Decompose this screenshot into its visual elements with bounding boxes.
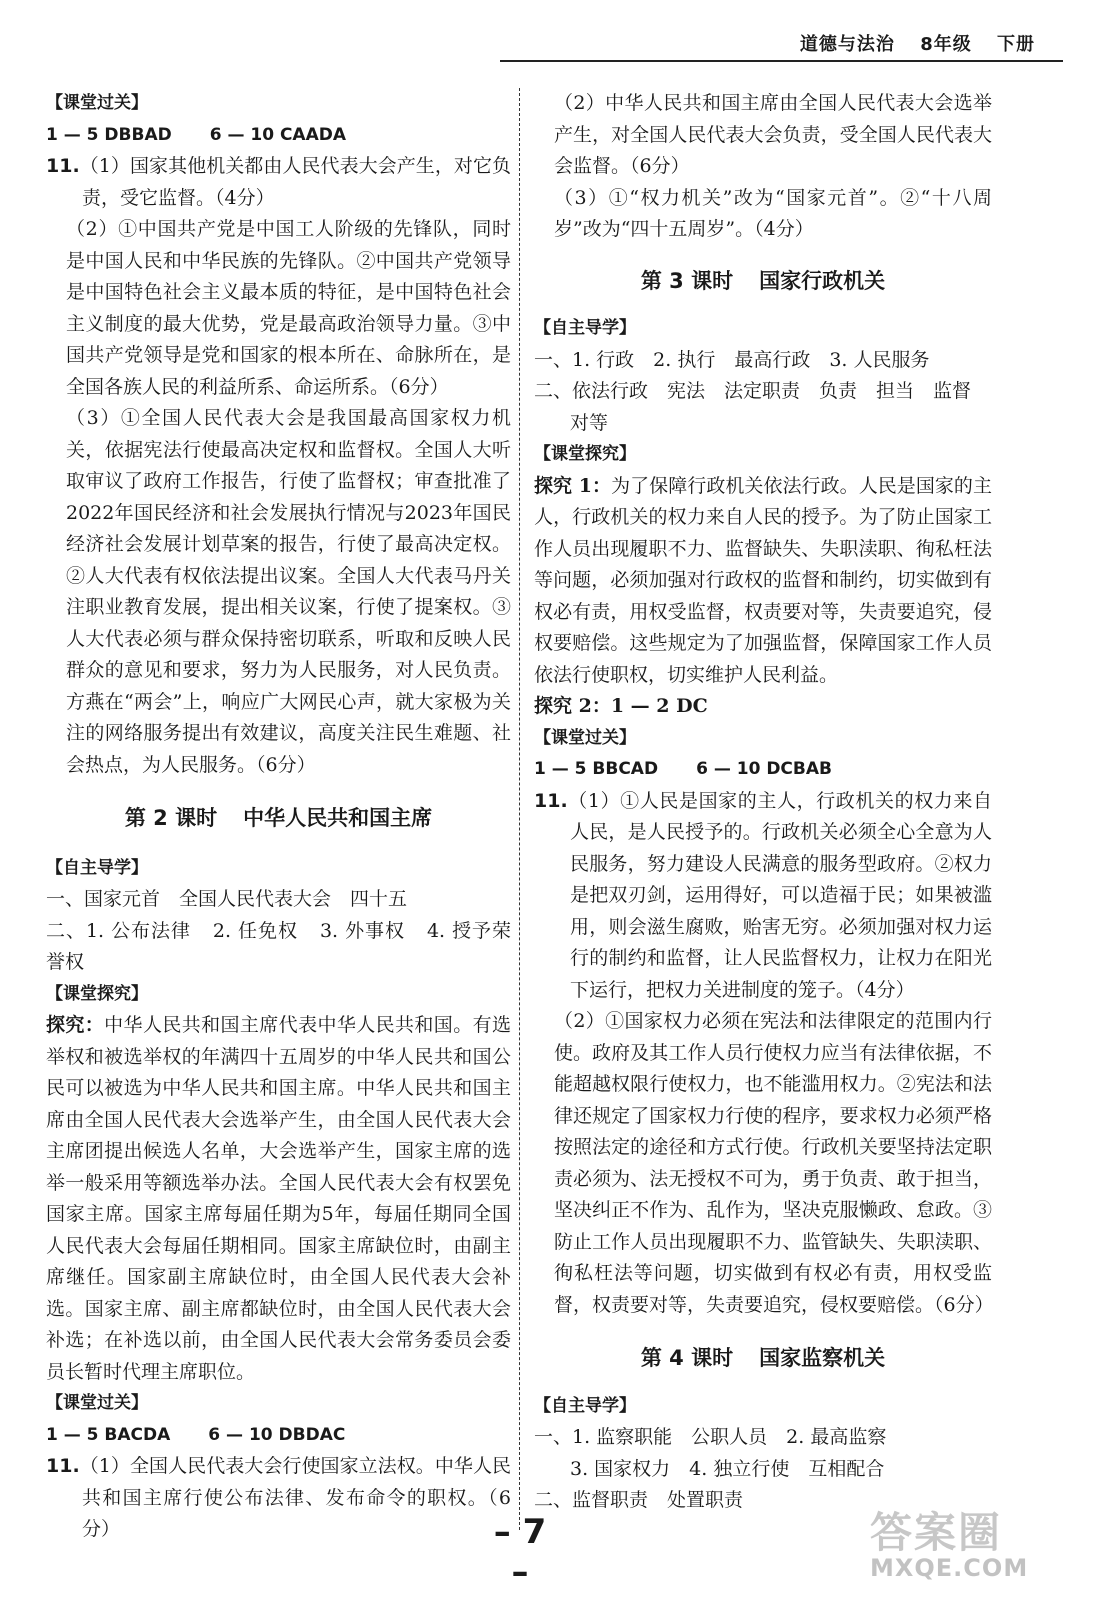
section-heading: 【课堂过关】 bbox=[534, 727, 636, 748]
question-11: 11.（1）国家其他机关都由人民代表大会产生，对它负责，受它监督。（4分） bbox=[46, 155, 511, 209]
section-heading: 【自主导学】 bbox=[534, 1395, 636, 1416]
lesson-title: 第 2 课时 中华人民共和国主席 bbox=[124, 806, 433, 830]
section-heading: 【课堂探究】 bbox=[534, 444, 636, 464]
question-11-part2: （2）①国家权力必须在宪法和法律限定的范围内行使。政府及其工作人员行使权力应当有法律依据，不能超越权限行使权力，也不能滥用权力。②宪法和法律还规定了国家权力行使的程序，要求权力必须严格按照法定的途径和方式行使。行政机关要坚持法定职责必须为、法无授权不可为，勇于负责、敢于担当，坚决纠正不作为、乱作为，坚决克服懒政、怠政。③防止工作人员出现履职不力、监管缺失、失职渎职、徇私枉法等问题，切实做到有权必有责，用权受监督，权责要对等，失责要追究，侵权要赔偿。（6分） bbox=[554, 1010, 994, 1316]
guide-line-2: 二、1. 公布法律 2. 任免权 3. 外事权 4. 授予荣誉权 bbox=[46, 919, 512, 973]
right-column bbox=[534, 88, 992, 1517]
watermark-en: MXQE.COM bbox=[870, 1554, 1029, 1582]
guide-line-2-cont: 对等 bbox=[570, 411, 609, 434]
page-number: – 7 – bbox=[493, 1512, 547, 1592]
section-heading: 【课堂过关】 bbox=[46, 93, 148, 113]
section-heading: 【自主导学】 bbox=[46, 857, 148, 878]
guide-line-2: 二、依法行政 宪法 法定职责 负责 担当 监督 bbox=[534, 380, 972, 402]
guide-line-1: 一、国家元首 全国人民代表大会 四十五 bbox=[46, 888, 408, 910]
lesson-title: 第 3 课时 国家行政机关 bbox=[640, 268, 886, 293]
header-subject: 道德与法治 bbox=[799, 34, 895, 55]
inquiry-1: 探究 1：为了保障行政机关依法行政。人民是国家的主人，行政机关的权力来自人民的授予。为了防止国家工作人员出现履职不力、监督缺失、失职渎职、徇私枉法等问题，必须加强对行政权的监督和制约，切实做到有权必有责，用权受监督，权责要对等，失责要追究，侵权要赔偿。这些规定为了加强监督，保障国家工作人员依法行使职权，切实维护人民利益。 bbox=[534, 474, 992, 686]
guide-line-1-cont: 3. 国家权力 4. 独立行使 互相配合 bbox=[570, 1457, 885, 1480]
question-11: 11.（1）全国人民代表大会行使国家立法权。中华人民共和国主席行使公布法律、发布命令的职权。（6分） bbox=[46, 1455, 511, 1540]
left-column bbox=[46, 88, 511, 1546]
watermark-cn: 答案圈 bbox=[870, 1508, 1003, 1557]
header-rule bbox=[500, 60, 1063, 62]
header-volume: 下册 bbox=[997, 34, 1035, 55]
column-divider bbox=[519, 88, 520, 1530]
answer-paragraph: （3）①“权力机关”改为“国家元首”。②“十八周岁”改为“四十五周岁”。（4分） bbox=[554, 186, 992, 240]
question-11-part3: （3）①全国人民代表大会是我国最高国家权力机关，依据宪法行使最高决定权和监督权。全国人大听取审议了政府工作报告，行使了监督权；审查批准了2022年国民经济和社会发展执行情况与2023年国民经济社会发展计划草案的报告，行使了最高决定权。②人大代表有权依法提出议案。全国人大代表马丹关注职业教育发展，提出相关议案，行使了提案权。③人大代表必须与群众保持密切联系，听取和反映人民群众的意见和要求，努力为人民服务，对人民负责。方燕在“两会”上，响应广大网民心声，就大家极为关注的网络服务提出有效建议，高度关注民生难题、社会热点，为人民服务。（6分） bbox=[66, 407, 511, 776]
answer-row: 1 — 5 BACDA 6 — 10 DBDAC bbox=[46, 1424, 346, 1445]
section-heading: 【课堂探究】 bbox=[46, 983, 148, 1004]
question-11-part2: （2）①中国共产党是中国工人阶级的先锋队，同时是中国人民和中华民族的先锋队。②中国共产党领导是中国特色社会主义最本质的特征，是中国特色社会主义制度的最大优势，党是最高政治领导力量。③中国共产党领导是党和国家的根本所在、命脉所在，是全国各族人民的利益所系、命运所系。（6分） bbox=[66, 218, 511, 398]
watermark-logo bbox=[870, 1500, 1080, 1590]
inquiry-2: 探究 2：1 — 2 DC bbox=[534, 695, 708, 717]
guide-line-1: 一、1. 监察职能 公职人员 2. 最高监察 bbox=[534, 1426, 887, 1448]
header-grade: 8年级 bbox=[920, 34, 972, 55]
inquiry-text: 探究：中华人民共和国主席代表中华人民共和国。有选举权和被选举权的年满四十五周岁的中华人民共和国公民可以被选为中华人民共和国主席。中华人民共和国主席由全国人民代表大会选举产生，由全国人民代表大会主席团提出候选人名单，大会选举产生，国家主席的选举一般采用等额选举办法。全国人民代表大会有权罢免国家主席。国家主席每届任期为5年，每届任期同全国人民代表大会每届任期相同。国家主席缺位时，由副主席继任。国家副主席缺位时，由全国人民代表大会补选。国家主席、副主席都缺位时，由全国人民代表大会补选；在补选以前，由全国人民代表大会常务委员会委员长暂时代理主席职位。 bbox=[46, 1014, 511, 1383]
answer-row: 1 — 5 BBCAD 6 — 10 DCBAB bbox=[534, 759, 832, 779]
question-11: 11.（1）①人民是国家的主人，行政机关的权力来自人民，是人民授予的。行政机关必须全心全意为人民服务，努力建设人民满意的服务型政府。②权力是把双刃剑，运用得好，可以造福于民；如果被滥用，则会滋生腐败，贻害无穷。必须加强对权力运行的制约和监督，让人民监督权力，让权力在阳光下运行，把权力关进制度的笼子。（4分） bbox=[534, 789, 992, 1001]
section-heading: 【课堂过关】 bbox=[46, 1393, 148, 1413]
answer-row: 1 — 5 DBBAD 6 — 10 CAADA bbox=[46, 124, 347, 145]
answer-paragraph: （2）中华人民共和国主席由全国人民代表大会选举产生，对全国人民代表大会负责，受全国人民代表大会监督。（6分） bbox=[554, 92, 992, 177]
guide-line-2: 二、监督职责 处置职责 bbox=[534, 1489, 744, 1511]
guide-line-1: 一、1. 行政 2. 执行 最高行政 3. 人民服务 bbox=[534, 348, 930, 371]
section-heading: 【自主导学】 bbox=[534, 318, 636, 338]
lesson-title: 第 4 课时 国家监察机关 bbox=[640, 1346, 886, 1370]
page-header bbox=[782, 30, 1035, 56]
